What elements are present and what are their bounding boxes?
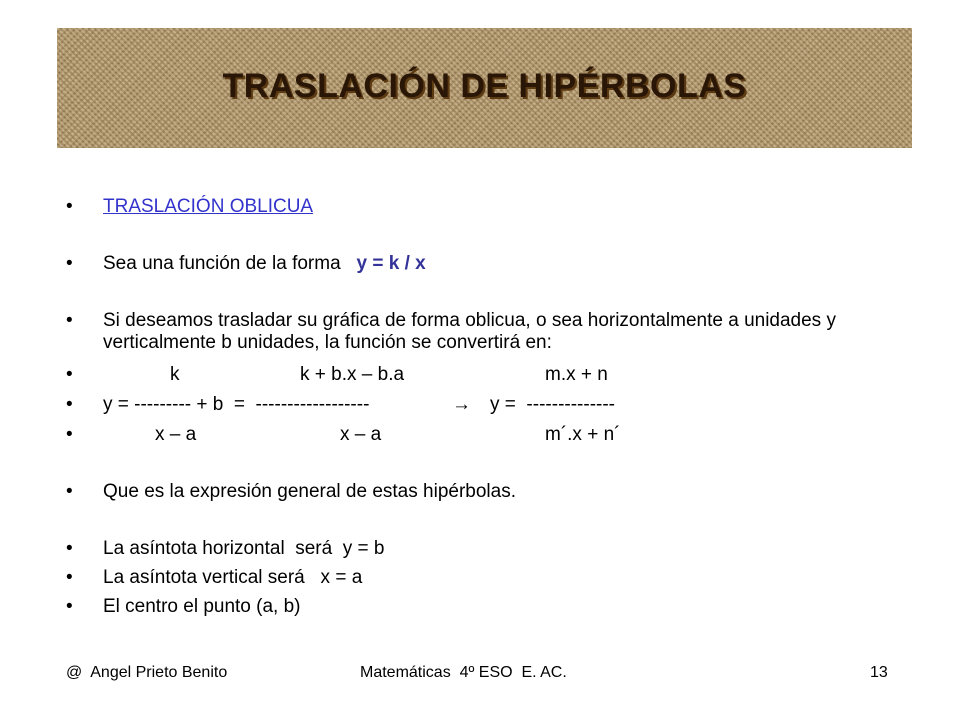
bullet-icon: • — [66, 596, 73, 617]
bullet-icon: • — [66, 196, 73, 217]
bullet-text — [103, 253, 426, 275]
bullet-icon: • — [66, 310, 73, 331]
center-text: El centro el punto (a, b) — [103, 596, 301, 617]
formula-numerator-row — [0, 364, 960, 392]
bullet-center — [0, 596, 960, 624]
equation-left: y = --------- + b = ------------------ — [103, 394, 370, 415]
denominator-left: x – a — [155, 424, 197, 445]
denominator-right: m´.x + n´ — [545, 424, 621, 445]
function-formula: y = k / x — [356, 253, 426, 274]
function-intro: Sea una función de la forma — [103, 253, 341, 274]
denominator-middle: x – a — [340, 424, 382, 445]
formula-denominator-row — [0, 424, 960, 452]
bullet-horizontal-asymptote — [0, 538, 960, 566]
bullet-general-expression — [0, 481, 960, 509]
bullet-icon: • — [66, 538, 73, 559]
bullet-icon: • — [66, 481, 73, 502]
bullet-icon: • — [66, 394, 73, 415]
bullet-icon: • — [66, 364, 73, 385]
page-number: 13 — [870, 664, 888, 681]
numerator-k: k — [170, 364, 180, 385]
footer-author: @ Angel Prieto Benito — [66, 664, 228, 681]
bullet-icon: • — [66, 424, 73, 445]
formula-equation-row — [0, 394, 960, 422]
equation-right: y = -------------- — [490, 394, 616, 415]
numerator-right: m.x + n — [545, 364, 608, 385]
arrow-right-icon: → — [452, 394, 471, 415]
vertical-asymptote-text: La asíntota vertical será x = a — [103, 567, 363, 588]
slide-title: TRASLACIÓN DE HIPÉRBOLAS — [222, 67, 747, 105]
description-text: Si deseamos trasladar su gráfica de forma oblicua, o sea horizontalmente a unidades y verticalmente b unidades, la función se convertirá en: — [103, 310, 836, 353]
general-expression-text: Que es la expresión general de estas hipérbolas. — [103, 481, 516, 502]
bullet-icon: • — [66, 567, 73, 588]
numerator-middle: k + b.x – b.a — [300, 364, 405, 385]
bullet-function — [0, 253, 960, 281]
bullet-description — [0, 310, 960, 360]
bullet-vertical-asymptote — [0, 567, 960, 595]
bullet-icon: • — [66, 253, 73, 274]
bullet-heading — [0, 196, 960, 224]
horizontal-asymptote-text: La asíntota horizontal será y = b — [103, 538, 385, 559]
footer-course: Matemáticas 4º ESO E. AC. — [360, 664, 567, 681]
traslacion-oblicua-link[interactable]: TRASLACIÓN OBLICUA — [103, 196, 314, 217]
